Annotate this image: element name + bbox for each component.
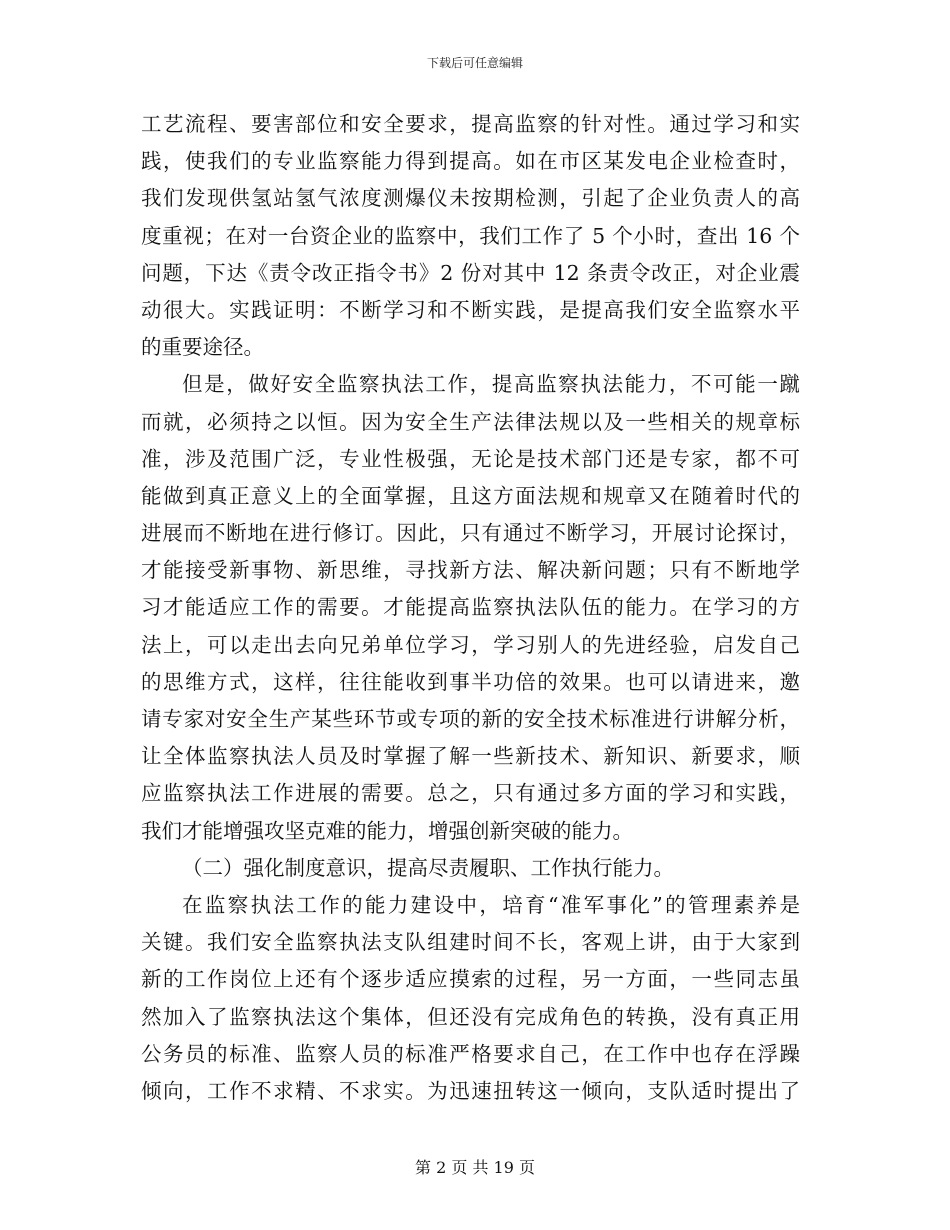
text-line: 习才能适应工作的需要。才能提高监察执法队伍的能力。在学习的方 xyxy=(141,595,800,620)
text-line: 我们才能增强攻坚克难的能力，增强创新突破的能力。 xyxy=(141,818,633,843)
page-number: 第 2 页 共 19 页 xyxy=(415,1158,535,1177)
section-heading: （二）强化制度意识，提高尽责履职、工作执行能力。 xyxy=(182,855,674,880)
text-line: 而就，必须持之以恒。因为安全生产法律法规以及一些相关的规章标 xyxy=(141,409,800,434)
body-text xyxy=(141,106,800,1110)
text-line: 践，使我们的专业监察能力得到提高。如在市区某发电企业检查时， xyxy=(141,149,800,174)
text-line: 工艺流程、要害部位和安全要求，提高监察的针对性。通过学习和实 xyxy=(141,112,800,136)
text-line: 倾向，工作不求精、不求实。为迅速扭转这一倾向，支队适时提出了 xyxy=(141,1078,800,1103)
paragraph-first-line: 在监察执法工作的能力建设中，培育“准军事化”的管理素养是 xyxy=(182,892,800,917)
text-line: 我们发现供氢站氢气浓度测爆仪未按期检测，引起了企业负责人的高 xyxy=(141,186,800,211)
text-line: 度重视；在对一台资企业的监察中，我们工作了 5 个小时，查出 16 个 xyxy=(141,223,800,248)
text-line: 让全体监察执法人员及时掌握了解一些新技术、新知识、新要求，顺 xyxy=(141,744,800,769)
text-line: 进展而不断地在进行修订。因此，只有通过不断学习，开展讨论探讨， xyxy=(141,521,800,546)
text-line: 的思维方式，这样，往往能收到事半功倍的效果。也可以请进来，邀 xyxy=(141,669,800,694)
text-line: 动很大。实践证明：不断学习和不断实践，是提高我们安全监察水平 xyxy=(141,297,800,322)
text-line: 才能接受新事物、新思维，寻找新方法、解决新问题；只有不断地学 xyxy=(141,558,800,583)
text-line: 关键。我们安全监察执法支队组建时间不长，客观上讲，由于大家到 xyxy=(141,930,800,955)
text-line: 然加入了监察执法这个集体，但还没有完成角色的转换，没有真正用 xyxy=(141,1004,800,1029)
text-line: 法上，可以走出去向兄弟单位学习，学习别人的先进经验，启发自己 xyxy=(141,632,800,657)
text-line: 应监察执法工作进展的需要。总之，只有通过多方面的学习和实践， xyxy=(141,781,800,806)
text-line: 公务员的标准、监察人员的标准严格要求自己，在工作中也存在浮躁 xyxy=(141,1041,800,1066)
text-line: 准，涉及范围广泛，专业性极强，无论是技术部门还是专家，都不可 xyxy=(141,446,800,471)
page-header: 下载后可任意编辑 xyxy=(426,56,523,70)
text-line: 新的工作岗位上还有个逐步适应摸索的过程，另一方面，一些同志虽 xyxy=(141,967,800,992)
paragraph-first-line: 但是，做好安全监察执法工作，提高监察执法能力，不可能一蹴 xyxy=(182,372,800,397)
text-line: 的重要途径。 xyxy=(141,335,264,360)
text-line: 请专家对安全生产某些环节或专项的新的安全技术标准进行讲解分析， xyxy=(141,707,800,731)
text-line: 问题，下达《责令改正指令书》2 份对其中 12 条责令改正，对企业震 xyxy=(141,260,800,285)
text-line: 能做到真正意义上的全面掌握，且这方面法规和规章又在随着时代的 xyxy=(141,483,800,508)
